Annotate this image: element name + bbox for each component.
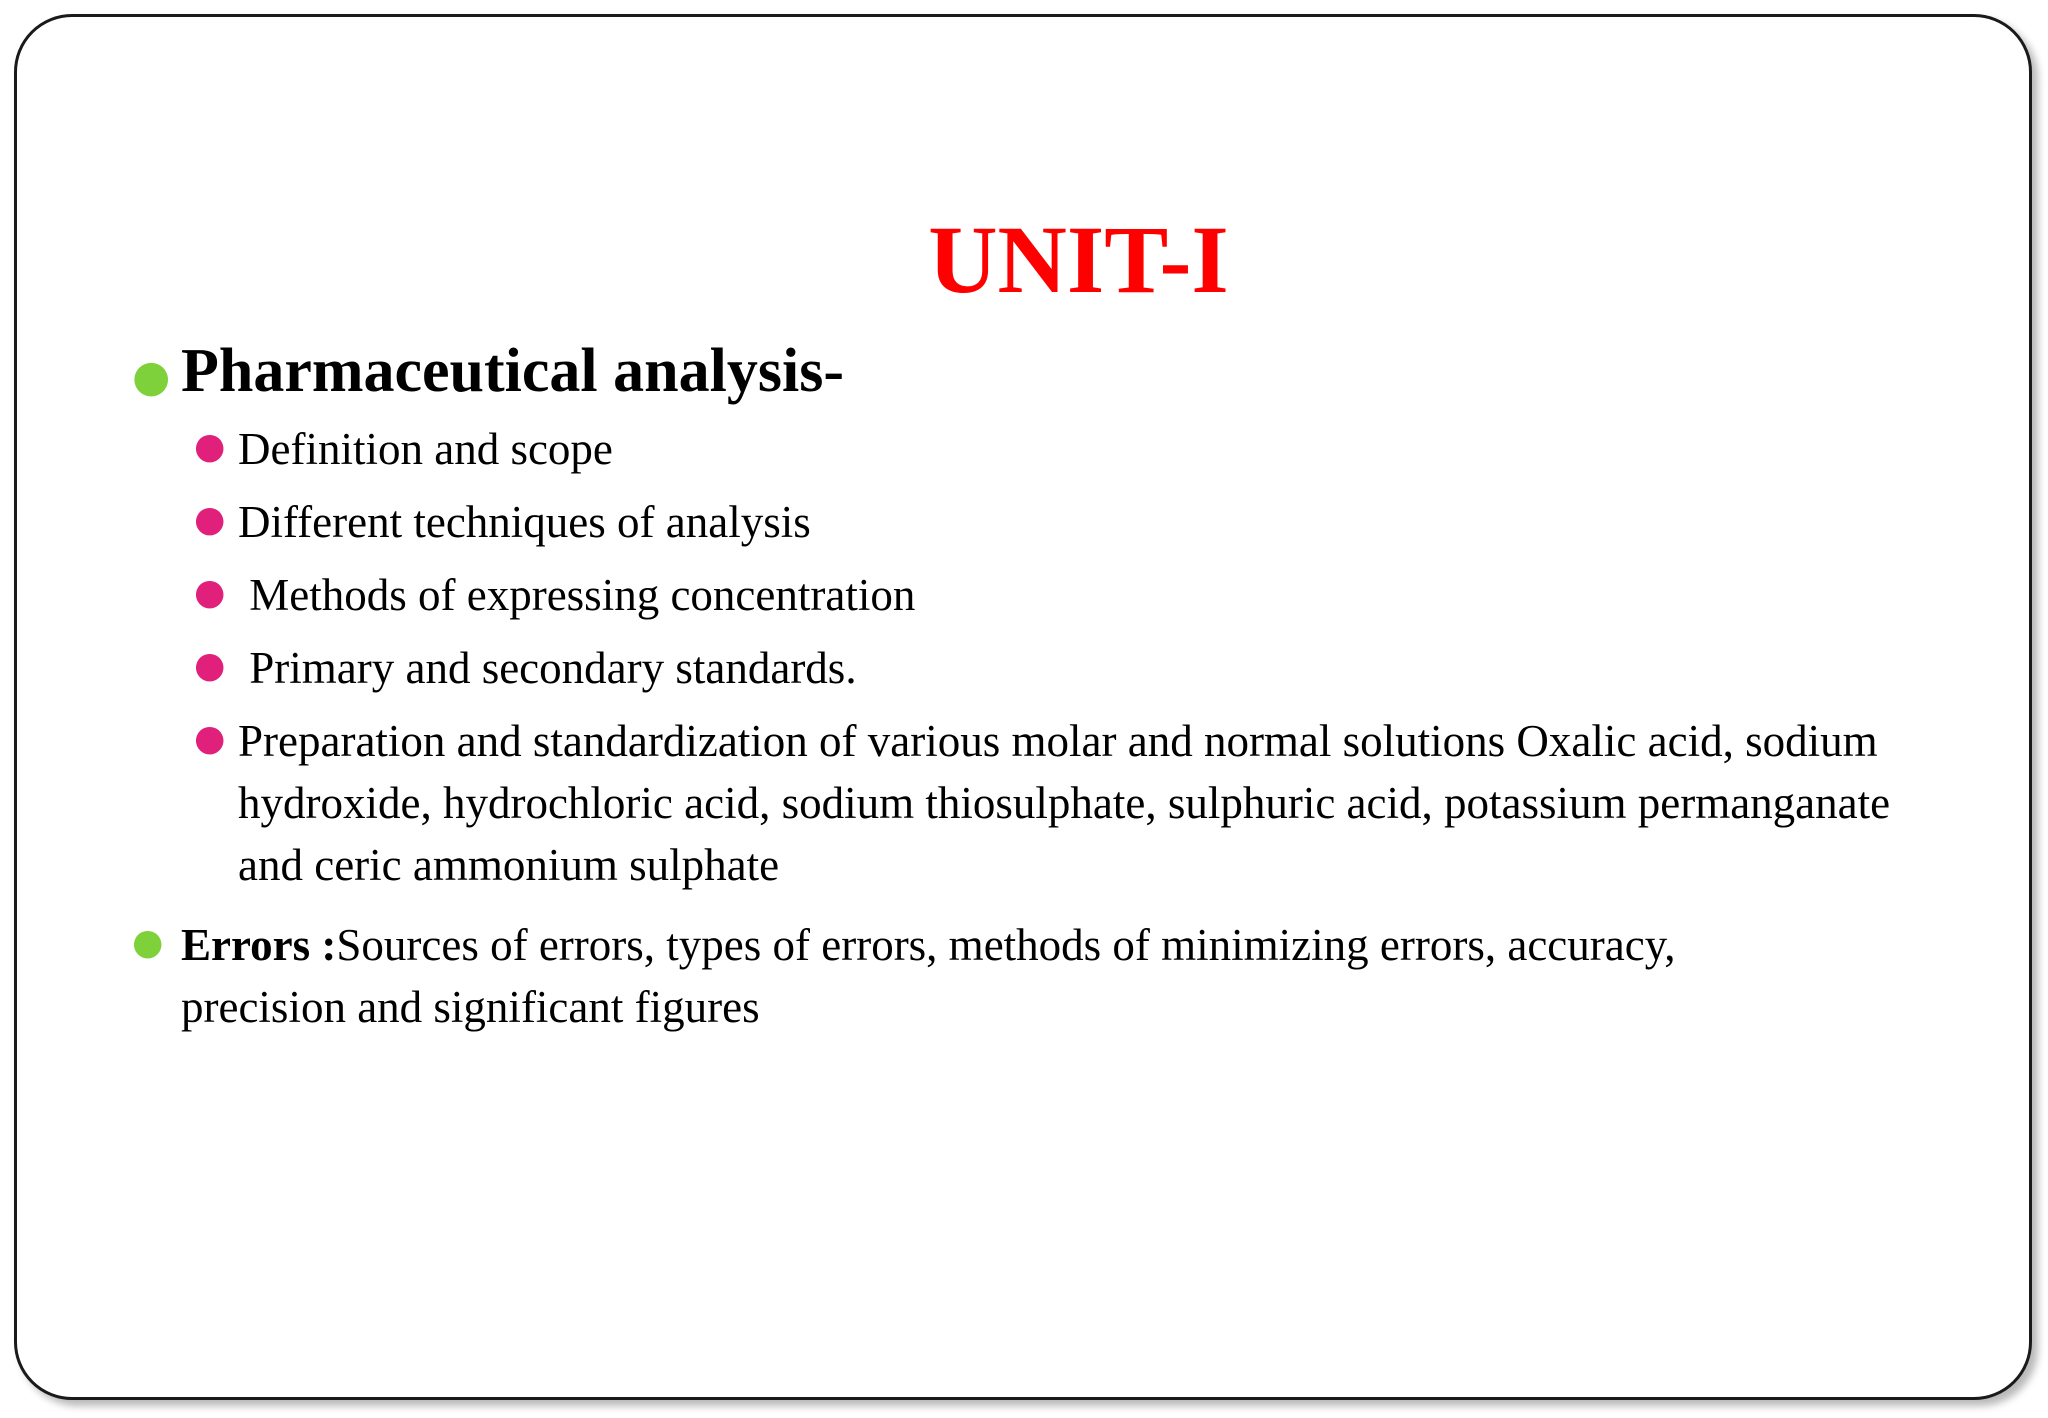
list-item <box>17 637 2035 699</box>
list-item <box>17 491 2035 553</box>
green-bullet-icon: ● <box>132 351 171 402</box>
subtopic-text: Primary and secondary standards. <box>238 643 857 693</box>
green-bullet-icon: ● <box>132 922 164 963</box>
pink-bullet-icon: ● <box>194 572 226 613</box>
subtopic-text: Methods of expressing concentration <box>238 570 916 620</box>
errors-item <box>17 914 2035 1038</box>
slide-frame <box>14 14 2032 1400</box>
pink-bullet-icon: ● <box>194 426 226 467</box>
pink-bullet-icon: ● <box>194 718 226 759</box>
list-item <box>17 710 2035 896</box>
errors-label: Errors : <box>181 920 337 970</box>
topic-heading: Pharmaceutical analysis- <box>181 337 844 405</box>
list-item <box>17 418 2035 480</box>
list-item <box>17 564 2035 626</box>
pink-bullet-icon: ● <box>194 499 226 540</box>
pink-bullet-icon: ● <box>194 645 226 686</box>
slide-title: UNIT-I <box>928 206 1229 313</box>
subtopic-text: Preparation and standardization of various molar and normal solutions Oxalic acid, sodium hydroxide, hydrochloric acid, sodium thiosulphate, sulphuric acid, potassium permanganate and ceric ammonium sulphate <box>238 716 1891 890</box>
subtopic-text: Different techniques of analysis <box>238 497 811 547</box>
subtopic-text: Definition and scope <box>238 424 613 474</box>
subtopic-list <box>17 418 2035 896</box>
topic-heading-item <box>17 335 2035 407</box>
slide-content <box>17 335 2035 1038</box>
errors-text: Sources of errors, types of errors, methods of minimizing errors, accuracy, precision and significant figures <box>181 920 1676 1032</box>
